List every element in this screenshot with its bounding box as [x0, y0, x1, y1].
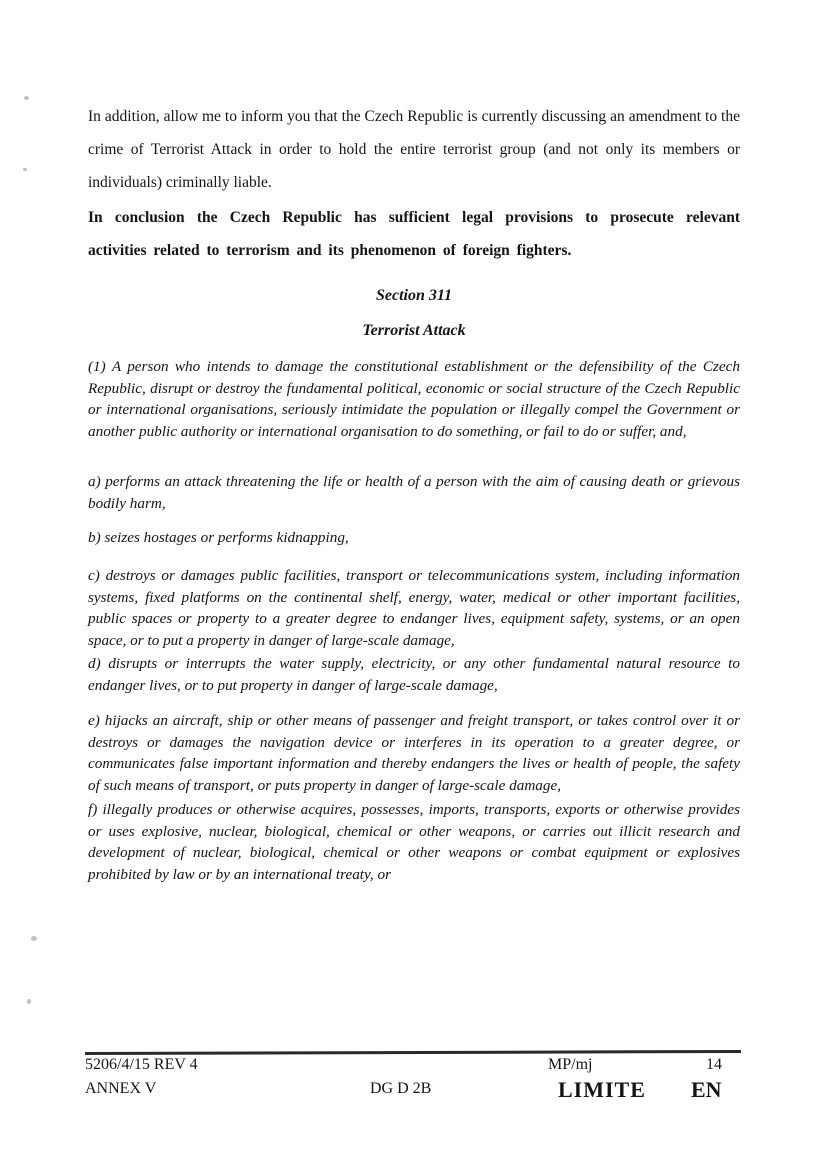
- section-subheading: Terrorist Attack: [362, 322, 466, 339]
- footer-page-number: 14: [706, 1056, 722, 1073]
- paragraph-conclusion: In conclusion the Czech Republic has sufficient legal provisions to prosecute relevant activities related to terrorism and its phenomenon of foreign fighters.: [88, 209, 740, 259]
- footer-directorate: DG D 2B: [370, 1080, 432, 1097]
- provision-1: (1) A person who intends to damage the constitutional establishment or the defensibility of the Czech Republic, disrupt or destroy the fundamental political, economic or social structure of the Czech Republic or international organisations, seriously intimidate the population or illegally compel the Government or another public authority or international organisation to do something, or fail to do or suffer, and,: [88, 358, 740, 440]
- scan-artifact: [23, 168, 27, 171]
- provision-c: c) destroys or damages public facilities, transport or telecommunications system, including information systems, fixed platforms on the continental shelf, energy, water, medical or other important facilities, public spaces or property to a greater degree to endanger lives, equipment safety, systems, or an open space, or to put a property in danger of large-scale damage,: [88, 567, 740, 649]
- scan-artifact: [31, 936, 37, 941]
- paragraph-intro: In addition, allow me to inform you that the Czech Republic is currently discussing an amendment to the crime of Terrorist Attack in order to hold the entire terrorist group (and not only its members or individuals) criminally liable.: [88, 108, 740, 191]
- scan-artifact: [24, 96, 29, 100]
- footer-annex: ANNEX V: [85, 1080, 157, 1097]
- footer-reference: 5206/4/15 REV 4: [85, 1056, 198, 1073]
- provision-f: f) illegally produces or otherwise acquires, possesses, imports, transports, exports or otherwise provides or uses explosive, nuclear, biological, chemical or other weapons, or carries out illicit research and development of nuclear, biological, chemical or other weapons or combat equipment or explosives prohibited by law or by an international treaty, or: [88, 801, 740, 883]
- provision-d: d) disrupts or interrupts the water supply, electricity, or any other fundamental natural resource to endanger lives, or to put property in danger of large-scale damage,: [88, 655, 740, 694]
- section-heading: Section 311: [375, 287, 452, 304]
- footer-rule: [85, 1050, 741, 1055]
- scan-artifact: [27, 999, 31, 1004]
- provision-b: b) seizes hostages or performs kidnapping,: [88, 529, 349, 546]
- footer-language: EN: [691, 1077, 722, 1102]
- provision-a: a) performs an attack threatening the life or health of a person with the aim of causing death or grievous bodily harm,: [88, 473, 740, 512]
- footer-initials: MP/mj: [548, 1056, 593, 1073]
- footer-classification: LIMITE: [558, 1077, 646, 1102]
- provision-e: e) hijacks an aircraft, ship or other means of passenger and freight transport, or takes control over it or destroys or damages the navigation device or interferes in its operation to a greater degree, or communicates false important information and thereby endangers the lives or health of people, the safety of such means of transport, or puts property in danger of large-scale damage,: [88, 712, 740, 794]
